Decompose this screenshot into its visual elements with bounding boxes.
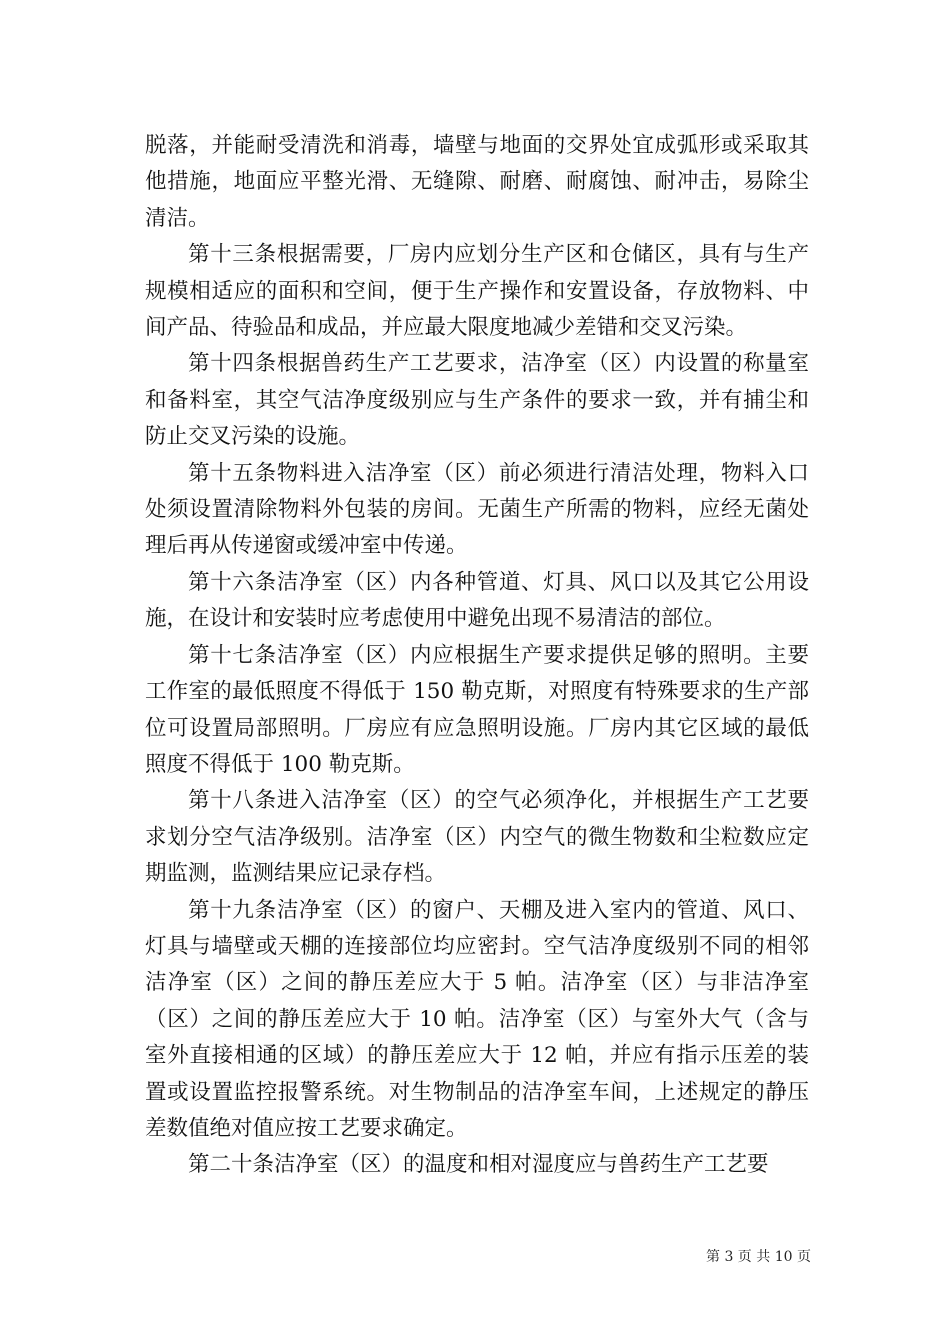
paragraph-article-13: 第十三条根据需要，厂房内应划分生产区和仓储区，具有与生产规模相适应的面积和空间，便于生产操作和安置设备，存放物料、中间产品、待验品和成品，并应最大限度地减少差错和交叉污染。 xyxy=(145,242,809,341)
paragraph-article-18: 第十八条进入洁净室（区）的空气必须净化，并根据生产工艺要求划分空气洁净级别。洁净室（区）内空气的微生物数和尘粒数应定期监测，监测结果应记录存档。 xyxy=(145,788,809,887)
paragraph-article-15: 第十五条物料进入洁净室（区）前必须进行清洁处理，物料入口处须设置清除物料外包装的房间。无菌生产所需的物料，应经无菌处理后再从传递窗或缓冲室中传递。 xyxy=(145,460,809,559)
document-body xyxy=(145,128,809,1184)
paragraph-article-19: 第十九条洁净室（区）的窗户、天棚及进入室内的管道、风口、灯具与墙壁或天棚的连接部位均应密封。空气洁净度级别不同的相邻洁净室（区）之间的静压差应大于 5 帕。洁净室（区）与非洁净室（区）之间的静压差应大于 10 帕。洁净室（区）与室外大气（含与室外直接相通的区域）的静压差应大于 12 帕，并应有指示压差的装置或设置监控报警系统。对生物制品的洁净室车间，上述规定的静压差数值绝对值应按工艺要求确定。 xyxy=(145,897,809,1141)
paragraph-article-16: 第十六条洁净室（区）内各种管道、灯具、风口以及其它公用设施，在设计和安装时应考虑使用中避免出现不易清洁的部位。 xyxy=(145,569,809,632)
paragraph-article-20: 第二十条洁净室（区）的温度和相对湿度应与兽药生产工艺要 xyxy=(188,1152,769,1178)
page-number-footer: 第 3 页 共 10 页 xyxy=(706,1249,811,1265)
paragraph-continuation: 脱落，并能耐受清洗和消毒，墙壁与地面的交界处宜成弧形或采取其他措施，地面应平整光滑、无缝隙、耐磨、耐腐蚀、耐冲击，易除尘清洁。 xyxy=(145,133,809,231)
paragraph-article-14: 第十四条根据兽药生产工艺要求，洁净室（区）内设置的称量室和备料室，其空气洁净度级别应与生产条件的要求一致，并有捕尘和防止交叉污染的设施。 xyxy=(145,351,809,450)
paragraph-article-17: 第十七条洁净室（区）内应根据生产要求提供足够的照明。主要工作室的最低照度不得低于 150 勒克斯，对照度有特殊要求的生产部位可设置局部照明。厂房应有应急照明设施。厂房内其它区域的最低照度不得低于 100 勒克斯。 xyxy=(145,642,809,777)
